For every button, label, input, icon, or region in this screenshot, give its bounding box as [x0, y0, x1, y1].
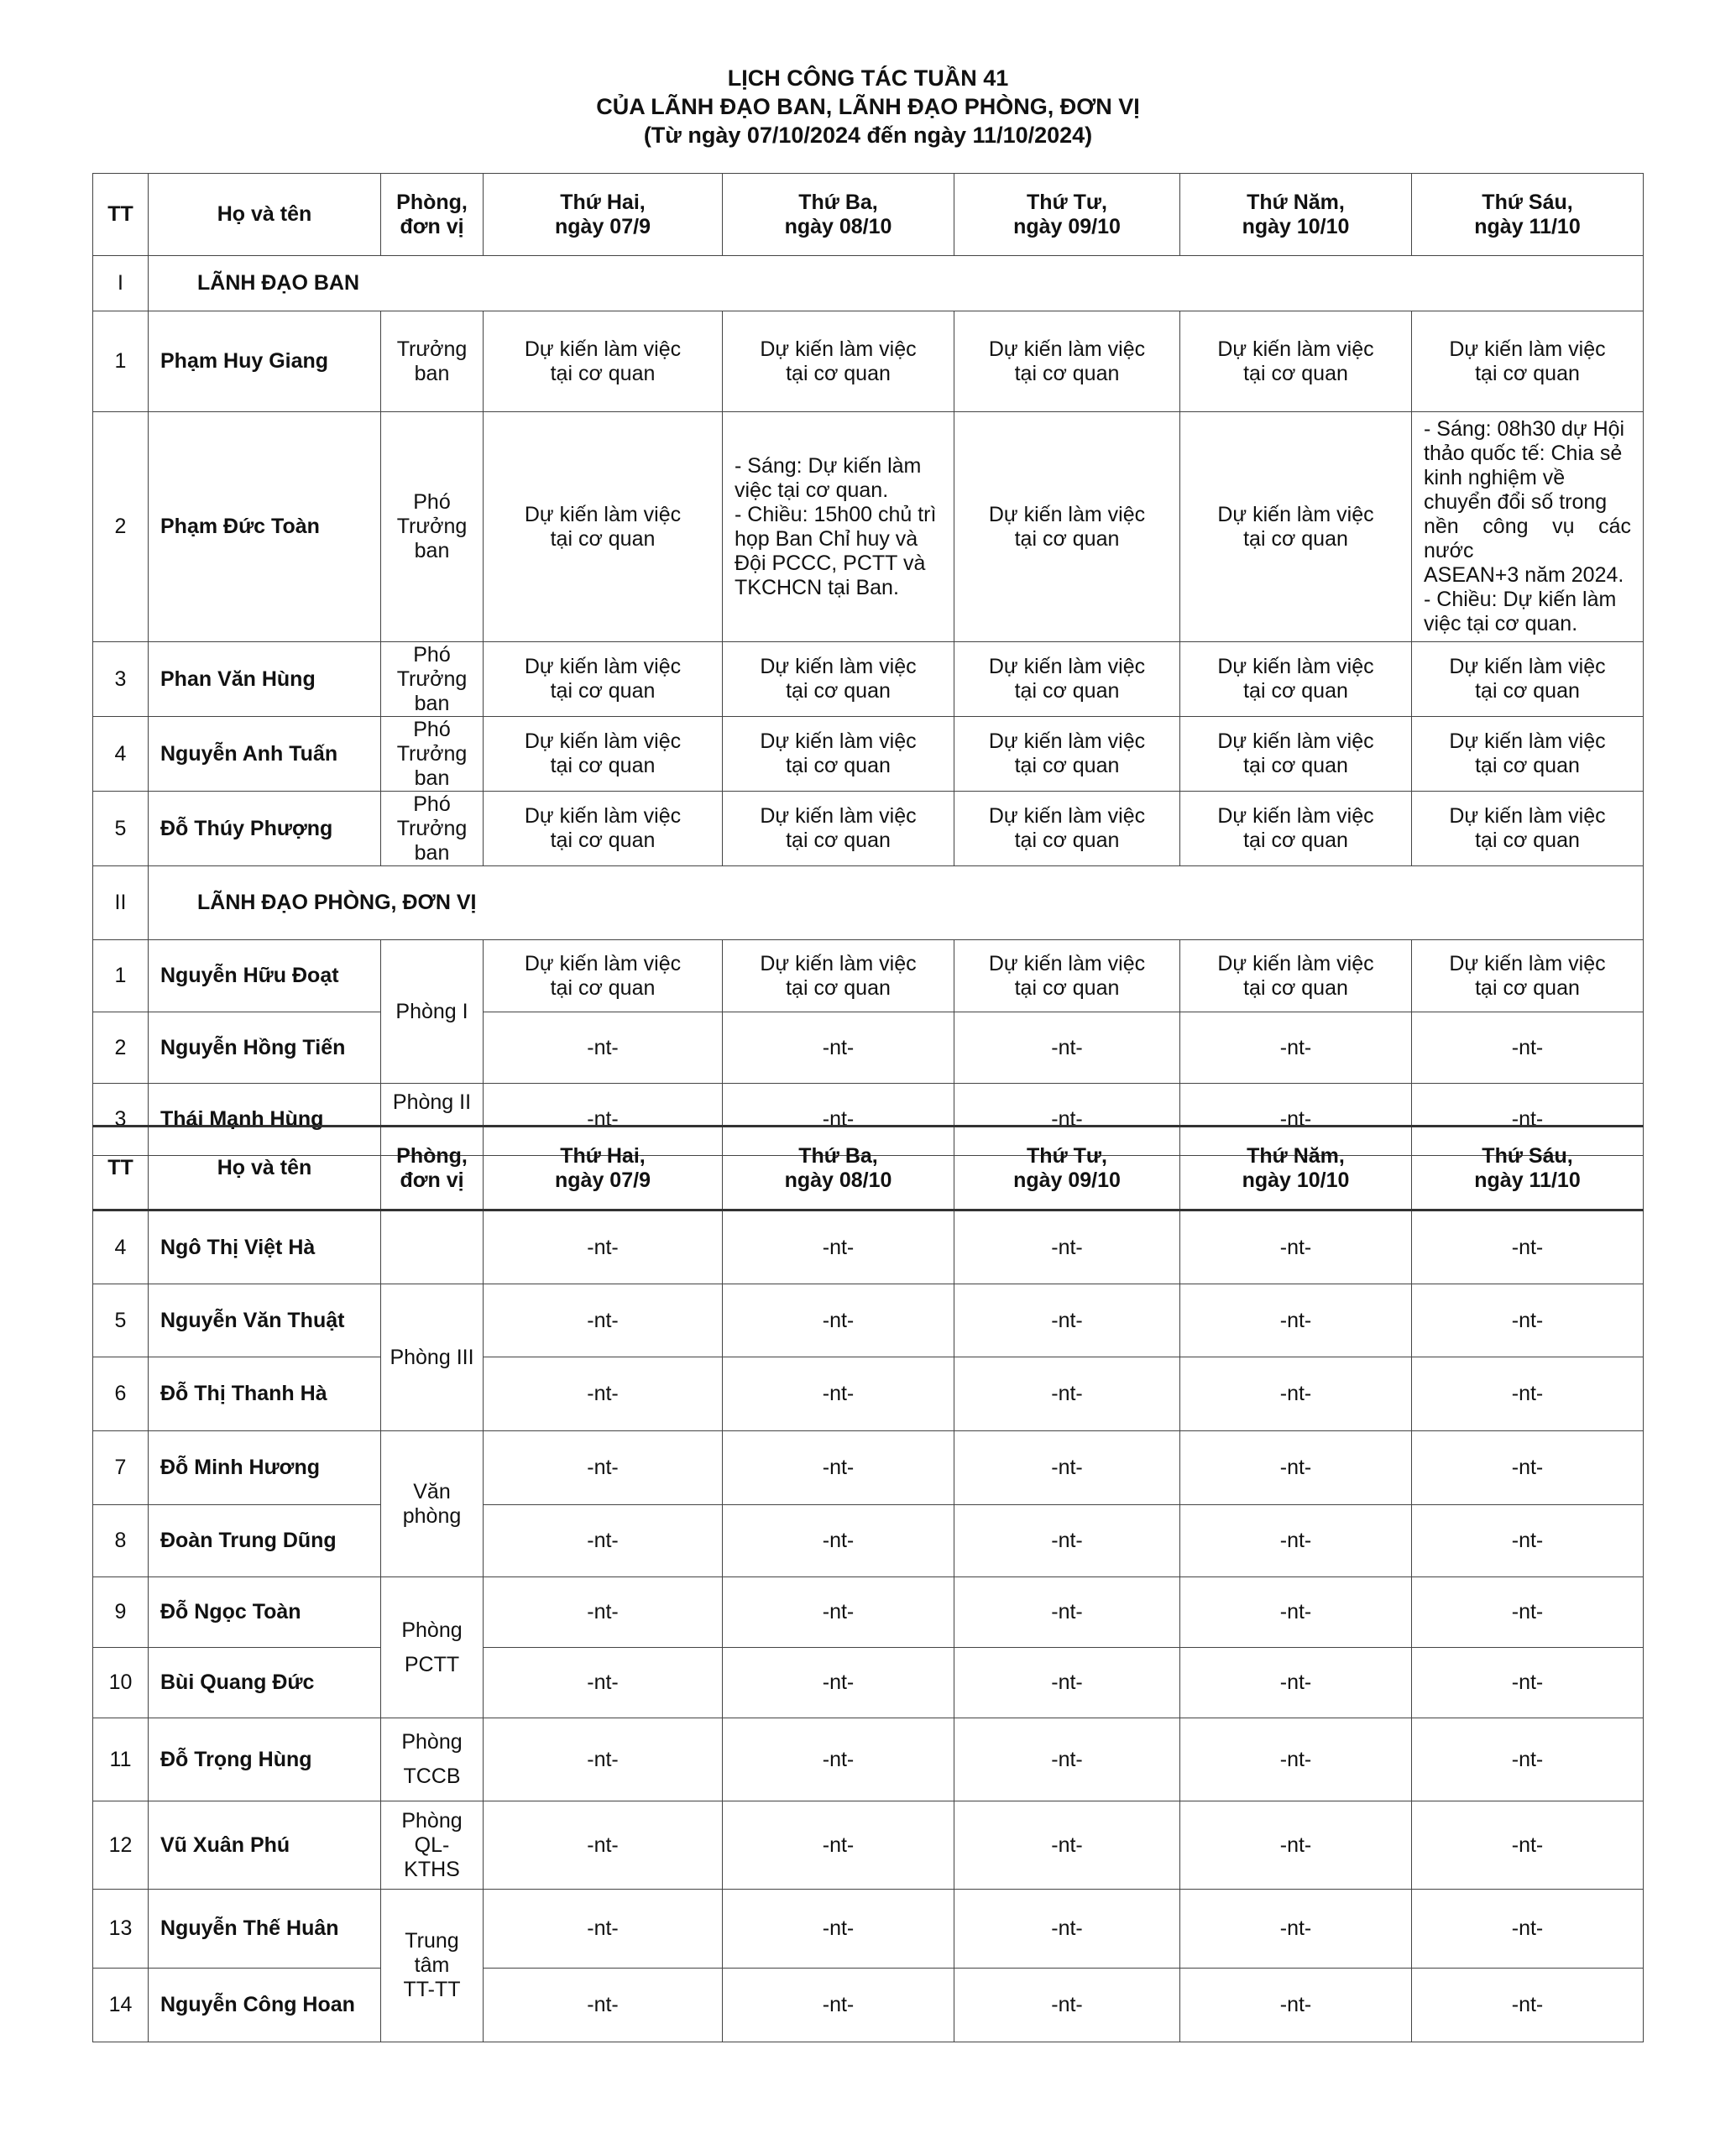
row-number: 13: [93, 1890, 149, 1969]
schedule-cell: -nt-: [723, 1718, 954, 1801]
row-number: 6: [93, 1357, 149, 1431]
schedule-cell: -nt-: [484, 1012, 723, 1084]
schedule-cell: Dự kiến làm việc tại cơ quan: [484, 792, 723, 866]
person-name: Phạm Đức Toàn: [149, 412, 381, 642]
row-number: 3: [93, 642, 149, 717]
schedule-cell: -nt-: [954, 1210, 1180, 1284]
schedule-cell: -nt-: [954, 1577, 1180, 1648]
unit-cell: Phó Trưởng ban: [381, 642, 484, 717]
schedule-cell: -nt-: [484, 1357, 723, 1431]
schedule-cell: -nt-: [1412, 1505, 1644, 1577]
row-number: 5: [93, 1284, 149, 1357]
schedule-cell: -nt-: [1180, 1284, 1412, 1357]
row-number: 3: [93, 1084, 149, 1156]
person-name: Vũ Xuân Phú: [149, 1801, 381, 1890]
table-row: [93, 1890, 1644, 1969]
table-row: [93, 940, 1644, 1012]
schedule-cell: -nt-: [1412, 1801, 1644, 1890]
schedule-cell: Dự kiến làm việc tại cơ quan: [723, 717, 954, 792]
table-row: [93, 1357, 1644, 1431]
schedule-cell: -nt-: [954, 1431, 1180, 1505]
schedule-cell: Dự kiến làm việc tại cơ quan: [484, 412, 723, 642]
person-name: Thái Mạnh Hùng: [149, 1084, 381, 1156]
person-name: Phan Văn Hùng: [149, 642, 381, 717]
schedule-cell: -nt-: [954, 1718, 1180, 1801]
table-row: [93, 1801, 1644, 1890]
schedule-cell: -nt-: [954, 1505, 1180, 1577]
schedule-cell: -nt-: [1412, 1084, 1644, 1156]
schedule-cell: -nt-: [954, 1357, 1180, 1431]
person-name: Ngô Thị Việt Hà: [149, 1210, 381, 1284]
schedule-cell: Dự kiến làm việc tại cơ quan: [1412, 311, 1644, 412]
schedule-cell-detail: - Sáng: Dự kiến làm việc tại cơ quan. - Chiều: 15h00 chủ trì họp Ban Chỉ huy và Đội PCCC, PCTT và TKCHCN tại Ban.: [723, 412, 954, 642]
schedule-cell: Dự kiến làm việc tại cơ quan: [1180, 412, 1412, 642]
schedule-cell: -nt-: [1412, 1431, 1644, 1505]
schedule-cell: Dự kiến làm việc tại cơ quan: [954, 412, 1180, 642]
schedule-cell: -nt-: [484, 1718, 723, 1801]
header-unit: Phòng, đơn vị: [381, 1127, 484, 1210]
row-number: 5: [93, 792, 149, 866]
schedule-cell: -nt-: [723, 1648, 954, 1718]
person-name: Phạm Huy Giang: [149, 311, 381, 412]
schedule-table-page-1: [92, 173, 1644, 1156]
schedule-cell: -nt-: [484, 1890, 723, 1969]
header-row: [93, 1127, 1644, 1210]
schedule-cell: -nt-: [954, 1084, 1180, 1156]
person-name: Đỗ Trọng Hùng: [149, 1718, 381, 1801]
schedule-cell: -nt-: [723, 1577, 954, 1648]
unit-cell: Trưởng ban: [381, 311, 484, 412]
header-friday: Thứ Sáu, ngày 11/10: [1412, 1127, 1644, 1210]
schedule-cell: Dự kiến làm việc tại cơ quan: [1412, 642, 1644, 717]
header-monday: Thứ Hai, ngày 07/9: [484, 174, 723, 256]
person-name: Nguyễn Hồng Tiến: [149, 1012, 381, 1084]
schedule-cell: -nt-: [1180, 1801, 1412, 1890]
schedule-cell: Dự kiến làm việc tại cơ quan: [954, 311, 1180, 412]
schedule-cell: -nt-: [1412, 1648, 1644, 1718]
unit-cell: Phó Trưởng ban: [381, 792, 484, 866]
schedule-cell: -nt-: [1412, 1012, 1644, 1084]
schedule-cell: -nt-: [484, 1648, 723, 1718]
schedule-cell: Dự kiến làm việc tại cơ quan: [1180, 792, 1412, 866]
schedule-cell: Dự kiến làm việc tại cơ quan: [954, 792, 1180, 866]
schedule-cell: Dự kiến làm việc tại cơ quan: [723, 642, 954, 717]
section-row: [93, 866, 1644, 940]
unit-cell: Phòng TCCB: [381, 1718, 484, 1801]
header-name: Họ và tên: [149, 1127, 381, 1210]
schedule-cell: -nt-: [723, 1210, 954, 1284]
row-number: 11: [93, 1718, 149, 1801]
schedule-cell: -nt-: [723, 1284, 954, 1357]
schedule-cell: -nt-: [1412, 1969, 1644, 2042]
unit-cell: Phó Trưởng ban: [381, 717, 484, 792]
person-name: Đỗ Minh Hương: [149, 1431, 381, 1505]
section-label: LÃNH ĐẠO BAN: [149, 256, 1644, 311]
schedule-cell: Dự kiến làm việc tại cơ quan: [1412, 717, 1644, 792]
section-number: I: [93, 256, 149, 311]
schedule-cell: Dự kiến làm việc tại cơ quan: [723, 792, 954, 866]
schedule-cell: -nt-: [723, 1084, 954, 1156]
header-thursday: Thứ Năm, ngày 10/10: [1180, 174, 1412, 256]
schedule-cell: -nt-: [484, 1084, 723, 1156]
schedule-cell: -nt-: [954, 1890, 1180, 1969]
schedule-cell: Dự kiến làm việc tại cơ quan: [1412, 940, 1644, 1012]
row-number: 7: [93, 1431, 149, 1505]
section-number: II: [93, 866, 149, 940]
schedule-cell-detail: - Sáng: 08h30 dự Hội thảo quốc tế: Chia sẻ kinh nghiệm về chuyển đổi số trong nền công vụ các nước ASEAN+3 năm 2024. - Chiều: Dự kiến làm việc tại cơ quan.: [1412, 412, 1644, 642]
header-tt: TT: [93, 174, 149, 256]
row-number: 2: [93, 412, 149, 642]
schedule-cell: -nt-: [1180, 1718, 1412, 1801]
schedule-cell: -nt-: [954, 1969, 1180, 2042]
row-number: 1: [93, 311, 149, 412]
header-friday: Thứ Sáu, ngày 11/10: [1412, 174, 1644, 256]
person-name: Nguyễn Công Hoan: [149, 1969, 381, 2042]
schedule-cell: -nt-: [954, 1284, 1180, 1357]
row-number: 14: [93, 1969, 149, 2042]
schedule-cell: -nt-: [1412, 1577, 1644, 1648]
table-row: [93, 1505, 1644, 1577]
unit-cell: Phòng PCTT: [381, 1577, 484, 1718]
schedule-cell: -nt-: [1180, 1890, 1412, 1969]
row-number: 4: [93, 1210, 149, 1284]
table-row: [93, 1431, 1644, 1505]
person-name: Nguyễn Văn Thuật: [149, 1284, 381, 1357]
person-name: Đoàn Trung Dũng: [149, 1505, 381, 1577]
unit-cell: Phòng III: [381, 1284, 484, 1431]
schedule-cell: -nt-: [484, 1284, 723, 1357]
schedule-cell: Dự kiến làm việc tại cơ quan: [954, 940, 1180, 1012]
schedule-cell: Dự kiến làm việc tại cơ quan: [1180, 717, 1412, 792]
schedule-cell: -nt-: [1412, 1890, 1644, 1969]
header-thursday: Thứ Năm, ngày 10/10: [1180, 1127, 1412, 1210]
table-row: [93, 717, 1644, 792]
schedule-cell: Dự kiến làm việc tại cơ quan: [723, 940, 954, 1012]
schedule-cell: -nt-: [954, 1648, 1180, 1718]
person-name: Bùi Quang Đức: [149, 1648, 381, 1718]
unit-cell: Phòng II: [381, 1084, 484, 1156]
row-number: 1: [93, 940, 149, 1012]
table-row: [93, 412, 1644, 642]
table-row: [93, 1284, 1644, 1357]
person-name: Đỗ Ngọc Toàn: [149, 1577, 381, 1648]
title-line-2: CỦA LÃNH ĐẠO BAN, LÃNH ĐẠO PHÒNG, ĐƠN VỊ: [596, 94, 1140, 119]
schedule-cell: -nt-: [1180, 1012, 1412, 1084]
schedule-cell: -nt-: [1180, 1210, 1412, 1284]
header-row: [93, 174, 1644, 256]
schedule-cell: -nt-: [723, 1431, 954, 1505]
row-number: 12: [93, 1801, 149, 1890]
header-monday: Thứ Hai, ngày 07/9: [484, 1127, 723, 1210]
schedule-cell: Dự kiến làm việc tại cơ quan: [484, 642, 723, 717]
schedule-cell: -nt-: [1180, 1648, 1412, 1718]
schedule-cell: -nt-: [954, 1012, 1180, 1084]
table-row: [93, 792, 1644, 866]
unit-cell: Phòng QL- KTHS: [381, 1801, 484, 1890]
table-row: [93, 1577, 1644, 1648]
header-name: Họ và tên: [149, 174, 381, 256]
table-row: [93, 1012, 1644, 1084]
table-row: [93, 642, 1644, 717]
schedule-cell: -nt-: [723, 1890, 954, 1969]
document-title: [0, 64, 1736, 149]
table-row: [93, 1969, 1644, 2042]
schedule-cell: -nt-: [484, 1210, 723, 1284]
section-label: LÃNH ĐẠO PHÒNG, ĐƠN VỊ: [149, 866, 1644, 940]
header-tuesday: Thứ Ba, ngày 08/10: [723, 174, 954, 256]
schedule-cell: -nt-: [484, 1801, 723, 1890]
schedule-cell: -nt-: [484, 1577, 723, 1648]
unit-cell: Phòng I: [381, 940, 484, 1084]
title-line-1: LỊCH CÔNG TÁC TUẦN 41: [727, 65, 1009, 91]
schedule-cell: -nt-: [954, 1801, 1180, 1890]
schedule-cell: -nt-: [1180, 1357, 1412, 1431]
schedule-cell: -nt-: [1180, 1969, 1412, 2042]
schedule-cell: -nt-: [723, 1505, 954, 1577]
schedule-cell: -nt-: [1180, 1505, 1412, 1577]
schedule-cell: -nt-: [723, 1357, 954, 1431]
schedule-cell: Dự kiến làm việc tại cơ quan: [1412, 792, 1644, 866]
table-row: [93, 1648, 1644, 1718]
schedule-cell: -nt-: [723, 1012, 954, 1084]
schedule-cell: -nt-: [1180, 1431, 1412, 1505]
table-row: [93, 311, 1644, 412]
row-number: 4: [93, 717, 149, 792]
person-name: Nguyễn Thế Huân: [149, 1890, 381, 1969]
schedule-cell: Dự kiến làm việc tại cơ quan: [1180, 940, 1412, 1012]
header-tt: TT: [93, 1127, 149, 1210]
schedule-cell: Dự kiến làm việc tại cơ quan: [954, 717, 1180, 792]
unit-cell: [381, 1210, 484, 1284]
header-tuesday: Thứ Ba, ngày 08/10: [723, 1127, 954, 1210]
unit-cell: Văn phòng: [381, 1431, 484, 1577]
schedule-cell: -nt-: [1412, 1357, 1644, 1431]
section-row: [93, 256, 1644, 311]
row-number: 9: [93, 1577, 149, 1648]
schedule-cell: -nt-: [1412, 1210, 1644, 1284]
row-number: 8: [93, 1505, 149, 1577]
header-wednesday: Thứ Tư, ngày 09/10: [954, 1127, 1180, 1210]
title-line-3: (Từ ngày 07/10/2024 đến ngày 11/10/2024): [643, 123, 1093, 148]
schedule-cell: Dự kiến làm việc tại cơ quan: [1180, 311, 1412, 412]
schedule-cell: -nt-: [723, 1801, 954, 1890]
schedule-cell: Dự kiến làm việc tại cơ quan: [954, 642, 1180, 717]
person-name: Đỗ Thúy Phượng: [149, 792, 381, 866]
schedule-cell: -nt-: [1412, 1718, 1644, 1801]
table-row: [93, 1718, 1644, 1801]
schedule-cell: -nt-: [1412, 1284, 1644, 1357]
schedule-cell: Dự kiến làm việc tại cơ quan: [484, 940, 723, 1012]
person-name: Nguyễn Anh Tuấn: [149, 717, 381, 792]
schedule-table-page-2: [92, 1125, 1644, 2042]
row-number: 10: [93, 1648, 149, 1718]
schedule-cell: Dự kiến làm việc tại cơ quan: [723, 311, 954, 412]
schedule-cell: -nt-: [484, 1505, 723, 1577]
schedule-cell: -nt-: [484, 1431, 723, 1505]
schedule-cell: -nt-: [723, 1969, 954, 2042]
schedule-cell: Dự kiến làm việc tại cơ quan: [484, 717, 723, 792]
schedule-cell: Dự kiến làm việc tại cơ quan: [484, 311, 723, 412]
row-number: 2: [93, 1012, 149, 1084]
schedule-cell: Dự kiến làm việc tại cơ quan: [1180, 642, 1412, 717]
table-row: [93, 1210, 1644, 1284]
schedule-cell: -nt-: [1180, 1577, 1412, 1648]
header-unit: Phòng, đơn vị: [381, 174, 484, 256]
person-name: Nguyễn Hữu Đoạt: [149, 940, 381, 1012]
unit-cell: Phó Trưởng ban: [381, 412, 484, 642]
schedule-cell: -nt-: [1180, 1084, 1412, 1156]
person-name: Đỗ Thị Thanh Hà: [149, 1357, 381, 1431]
schedule-cell: -nt-: [484, 1969, 723, 2042]
header-wednesday: Thứ Tư, ngày 09/10: [954, 174, 1180, 256]
unit-cell: Trung tâm TT-TT: [381, 1890, 484, 2042]
